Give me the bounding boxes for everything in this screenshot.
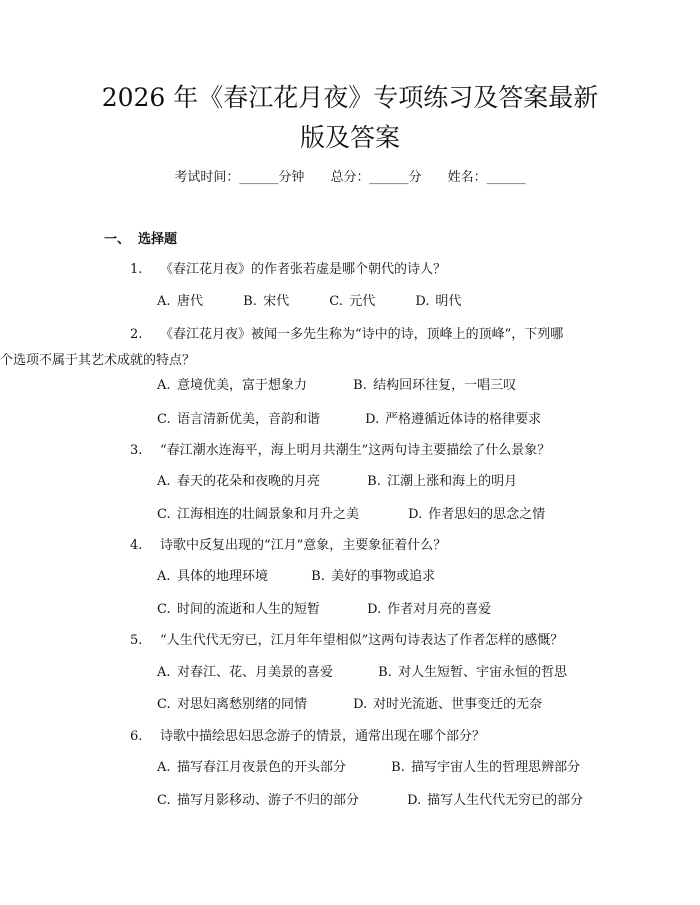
question-4-options-row-1 (157, 567, 617, 587)
option-c: C. 对思妇离愁别绪的同情 (157, 697, 308, 712)
option-c: C. 江海相连的壮阔景象和月升之美 (157, 507, 360, 522)
question-5-options-row-1 (157, 663, 617, 683)
question-2-options-row-2 (157, 410, 617, 430)
option-c: C. 元代 (329, 294, 376, 309)
question-number: 6. (130, 729, 143, 744)
question-3-options-row-1 (157, 472, 617, 492)
question-number: 3. (130, 443, 143, 458)
question-text-line-2: 个选项不属于其艺术成就的特点？ (0, 353, 196, 368)
question-6-options-row-1 (157, 758, 617, 778)
title-line-2: 版及答案 (299, 123, 400, 152)
option-b: B. 描写宇宙人生的哲理思辨部分 (391, 760, 581, 775)
question-4-options-row-2 (157, 600, 617, 620)
question-2 (0, 322, 600, 374)
option-b: B. 结构回环往复，一唱三叹 (353, 378, 517, 393)
option-b: B. 宋代 (243, 294, 290, 309)
exam-time: 考试时间：______分钟 (174, 170, 305, 185)
option-c: C. 描写月影移动、游子不归的部分 (157, 793, 360, 808)
exam-score: 总分：______分 (330, 170, 422, 185)
option-a: A. 具体的地理环境 (157, 569, 269, 584)
option-b: B. 对人生短暂、宇宙永恒的哲思 (378, 665, 568, 680)
exam-meta (0, 168, 700, 188)
option-d: D. 作者思妇的思念之情 (408, 507, 546, 522)
section-label: 选择题 (138, 232, 178, 247)
option-a: A. 唐代 (157, 294, 204, 309)
option-d: D. 作者对月亮的喜爱 (367, 602, 492, 617)
question-3 (104, 438, 600, 464)
question-number: 1. (130, 262, 143, 277)
option-a: A. 对春江、花、月美景的喜爱 (157, 665, 334, 680)
question-6-options-row-2 (157, 791, 617, 811)
option-b: B. 美好的事物或追求 (311, 569, 436, 584)
question-number: 4. (130, 538, 143, 553)
option-d: D. 描写人生代代无穷已的部分 (407, 793, 584, 808)
question-number: 5. (130, 633, 143, 648)
question-3-options-row-2 (157, 505, 617, 525)
option-a: A. 意境优美，富于想象力 (157, 378, 308, 393)
question-6 (104, 724, 600, 750)
option-c: C. 语言清新优美，音韵和谐 (157, 412, 321, 427)
question-text: 诗歌中描绘思妇思念游子的情景，通常出现在哪个部分？ (160, 729, 486, 744)
document-title (60, 78, 640, 158)
option-c: C. 时间的流逝和人生的短暂 (157, 602, 321, 617)
section-number: 一、 (104, 232, 131, 247)
question-5 (104, 628, 600, 654)
option-d: D. 严格遵循近体诗的格律要求 (365, 412, 542, 427)
title-line-1: 2026 年《春江花月夜》专项练习及答案最新 (101, 83, 599, 112)
option-a: A. 描写春江月夜景色的开头部分 (157, 760, 347, 775)
question-text-line-1: 《春江花月夜》被闻一多先生称为“诗中的诗，顶峰上的顶峰”，下列哪 (160, 327, 564, 342)
question-1-options (157, 292, 617, 312)
option-b: B. 江潮上涨和海上的明月 (367, 474, 518, 489)
question-1 (104, 257, 600, 283)
option-a: A. 春天的花朵和夜晚的月亮 (157, 474, 321, 489)
question-text: 诗歌中反复出现的“江月”意象，主要象征着什么？ (160, 538, 447, 553)
exam-name: 姓名：______ (447, 170, 526, 185)
option-d: D. 对时光流逝、世事变迁的无奈 (353, 697, 543, 712)
question-text: “春江潮水连海平，海上明月共潮生”这两句诗主要描绘了什么景象？ (160, 443, 551, 458)
question-4 (104, 533, 600, 559)
question-2-options-row-1 (157, 376, 617, 396)
option-d: D. 明代 (415, 294, 462, 309)
question-text: 《春江花月夜》的作者张若虚是哪个朝代的诗人？ (160, 262, 447, 277)
question-number: 2. (130, 327, 143, 342)
section-heading (104, 230, 177, 250)
question-5-options-row-2 (157, 695, 617, 715)
question-text: “人生代代无穷已，江月年年望相似”这两句诗表达了作者怎样的感慨？ (160, 633, 564, 648)
